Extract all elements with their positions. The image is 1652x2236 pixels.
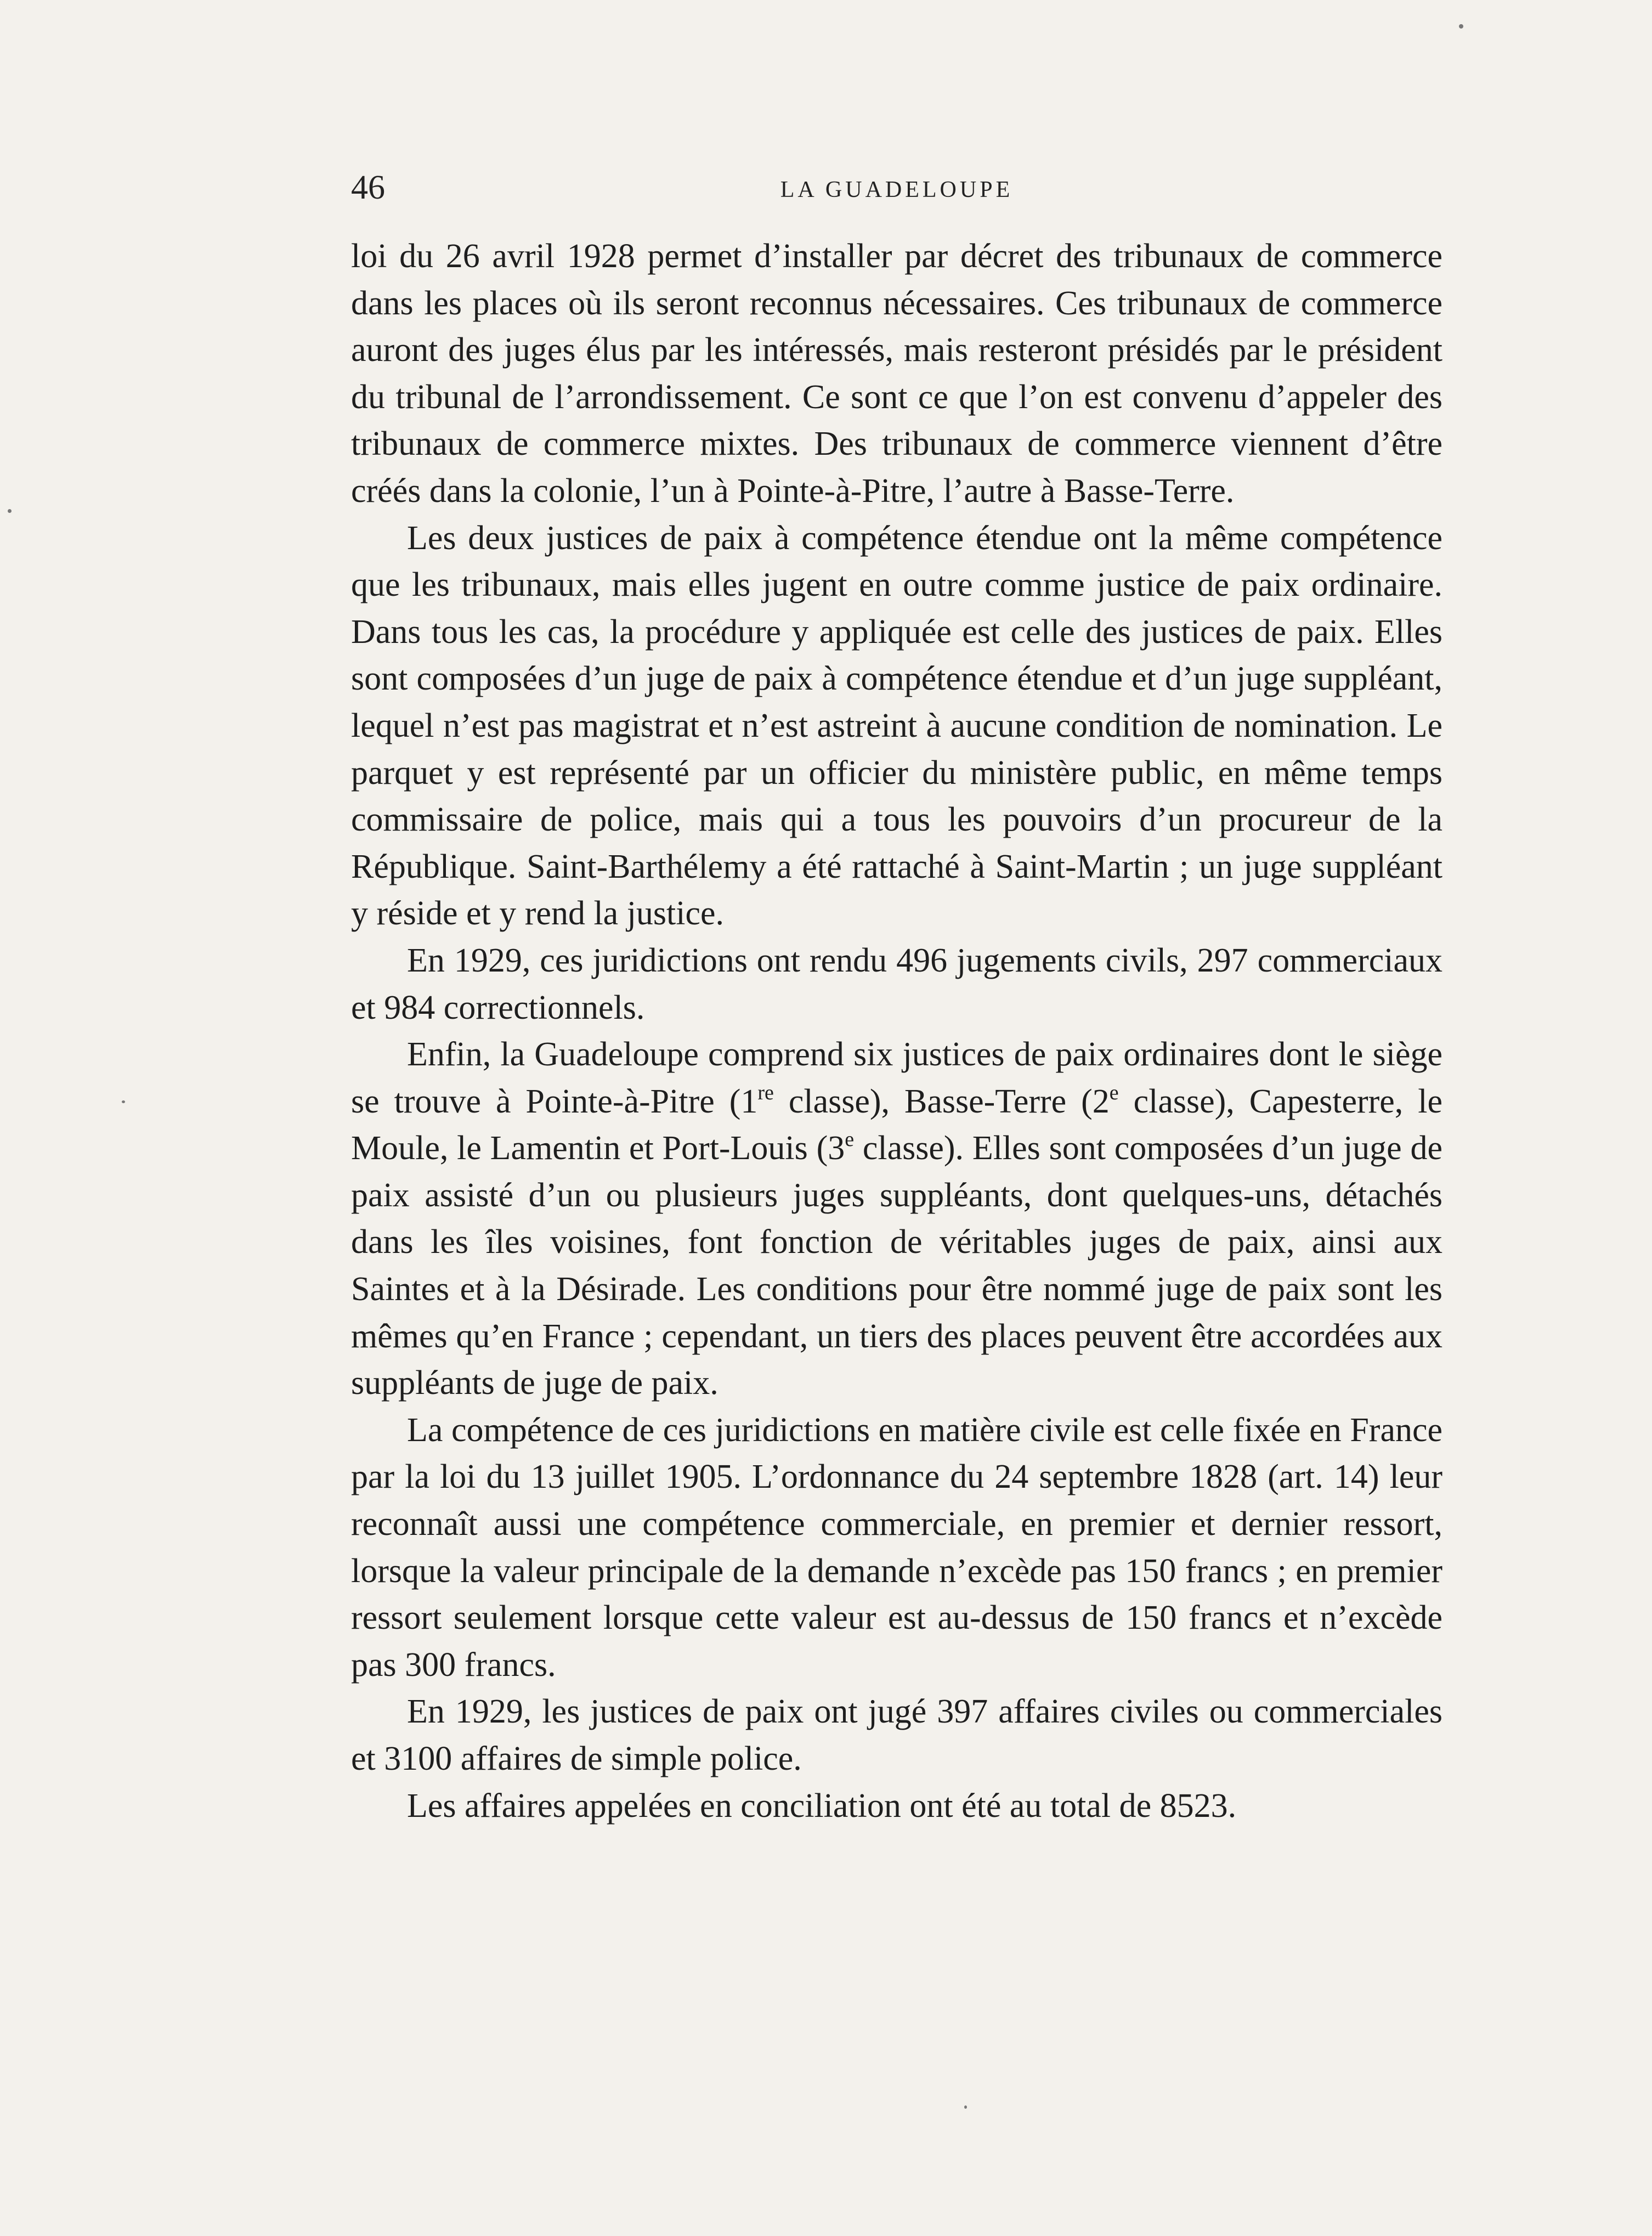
paragraph-5: La compétence de ces juridictions en matière civile est celle fixée en France par la loi du 13 juillet 1905. L’ordonnance du 24 septembre 1828 (art. 14) leur reconnaît aussi une compétence commerciale, en premier et dernier ressort, lorsque la valeur principale de la demande n’excède pas 150 francs ; en premier ressort seulement lorsque cette valeur est au-dessus de 150 francs et n’excède pas 300 francs. bbox=[351, 1411, 1442, 1684]
page-number: 46 bbox=[351, 169, 385, 206]
superscript-e-3: e bbox=[845, 1128, 855, 1151]
paragraph-1: loi du 26 avril 1928 permet d’installer par décret des tribunaux de commerce dans les places où ils seront reconnus nécessaires. Ces tribunaux de commerce auront des juges élus par les intéressés, mais resteront présidés par le président du tribunal de l’arrondissement. Ce sont ce que l’on est convenu d’appeler des tribunaux de commerce mixtes. Des tribunaux de commerce viennent d’être créés dans la colonie, l’un à Pointe-à-Pitre, l’autre à Basse-Terre. bbox=[351, 238, 1442, 510]
paragraph-2: Les deux justices de paix à compétence étendue ont la même compétence que les tribunaux, mais elles jugent en outre comme justice de paix ordinaire. Dans tous les cas, la procédure y appliquée est celle des justices de paix. Elles sont composées d’un juge de paix à compétence étendue et d’un juge suppléant, lequel n’est pas magistrat et n’est astreint à aucune condition de nomination. Le parquet y est représenté par un officier du ministère public, en même temps commissaire de police, mais qui a tous les pouvoirs d’un procureur de la République. Saint-Barthélemy a été rattaché à Saint-Martin ; un juge suppléant y réside et y rend la justice. bbox=[351, 519, 1442, 933]
paper-speck bbox=[122, 1100, 125, 1103]
superscript-e-2: e bbox=[1109, 1081, 1119, 1104]
paragraph-4-text-c: classe), Capesterre, le Moule, le Lamentin et Port-Louis (3 bbox=[351, 1082, 1442, 1167]
paper-speck bbox=[8, 509, 12, 513]
page-header bbox=[351, 166, 1442, 210]
paper-speck bbox=[1459, 24, 1463, 29]
paragraph-3: En 1929, ces juridictions ont rendu 496 jugements civils, 297 commerciaux et 984 correctionnels. bbox=[351, 941, 1442, 1026]
paper-speck bbox=[964, 2105, 967, 2109]
body-text bbox=[351, 233, 1442, 1830]
paragraph-4-text-d: classe). Elles sont composées d’un juge de paix assisté d’un ou plusieurs juges suppléants, dont quelques-uns, détachés dans les îles voisines, font fonction de véritables juges de paix, ainsi aux Saintes et à la Désirade. Les conditions pour être nommé juge de paix sont les mêmes qu’en France ; cependant, un tiers des places peuvent être accordées aux suppléants de juge de paix. bbox=[351, 1130, 1442, 1402]
running-title: LA GUADELOUPE bbox=[780, 177, 1014, 202]
paragraph-4-text-a: Enfin, la Guadeloupe comprend six justices de paix ordinaires dont le siège se trouve à Pointe-à-Pitre (1 bbox=[351, 1036, 1442, 1120]
superscript-re: re bbox=[757, 1081, 774, 1104]
paragraph-7: Les affaires appelées en conciliation ont été au total de 8523. bbox=[407, 1787, 1237, 1825]
paragraph-4-text-b: classe), Basse-Terre (2 bbox=[773, 1082, 1110, 1120]
paragraph-6: En 1929, les justices de paix ont jugé 397 affaires civiles ou commerciales et 3100 affaires de simple police. bbox=[351, 1693, 1442, 1777]
paragraph-4 bbox=[351, 1031, 1442, 1407]
